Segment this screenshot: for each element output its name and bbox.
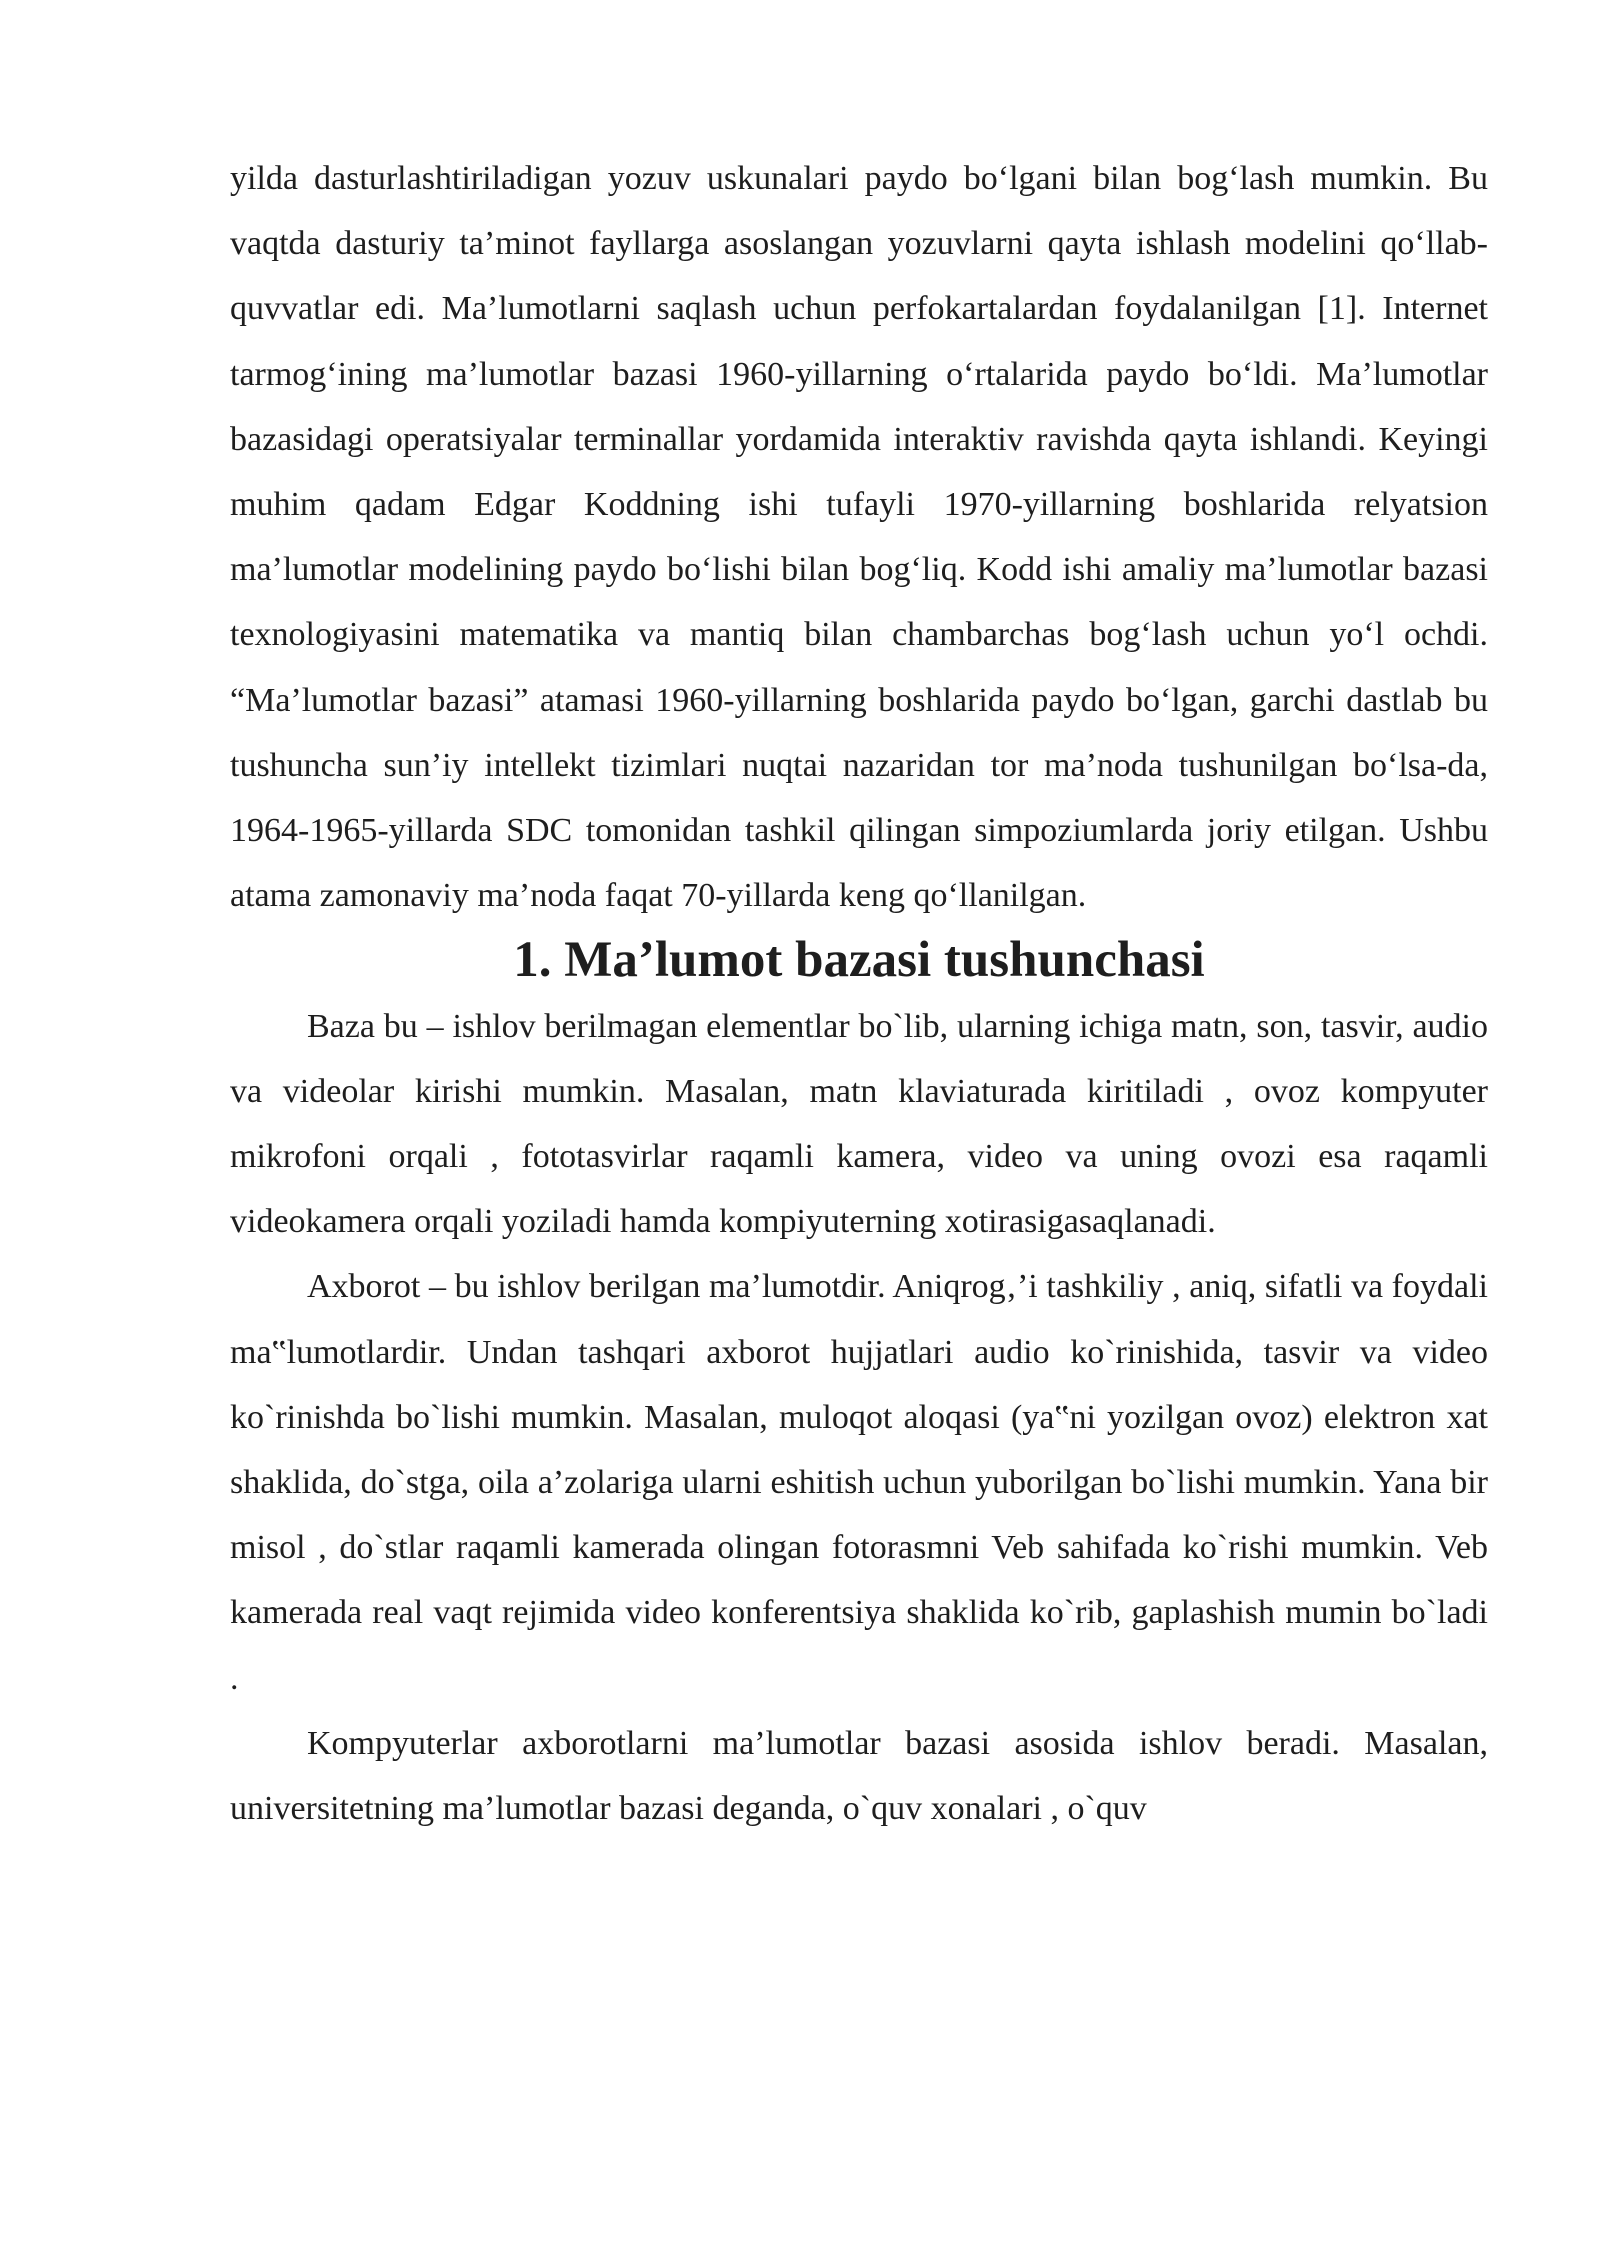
paragraph-baza-definition: Baza bu – ishlov berilmagan elementlar bo`lib, ularning ichiga matn, son, tasvir, audio va videolar kirishi mumkin. Masalan, matn klaviaturada kiritiladi , ovoz kompyuter mikrofoni orqali , fototasvirlar raqamli kamera, video va uning ovozi esa raqamli videokamera orqali yoziladi hamda kompiyuterning xotirasigasaqlanadi. [230,1007,1488,1241]
paragraph-computers-database: Kompyuterlar axborotlarni ma’lumotlar bazasi asosida ishlov beradi. Masalan, universitetning ma’lumotlar bazasi deganda, o`quv xonalari , o`quv [230,1724,1488,1828]
paragraph-database-history: yilda dasturlashtiriladigan yozuv uskunalari paydo bo‘lgani bilan bog‘lash mumkin. Bu vaqtda dasturiy ta’minot fayllarga asoslangan yozuvlarni qayta ishlash modelini qo‘llab-quvvatlar edi. Ma’lumotlarni saqlash uchun perfokartalardan foydalanilgan [1]. Internet tarmog‘ining ma’lumotlar bazasi 1960-yillarning o‘rtalarida paydo bo‘ldi. Ma’lumotlar bazasidagi operatsiyalar terminallar yordamida interaktiv ravishda qayta ishlandi. Keyingi muhim qadam Edgar Koddning ishi tufayli 1970-yillarning boshlarida relyatsion ma’lumotlar modelining paydo bo‘lishi bilan bog‘liq. Kodd ishi amaliy ma’lumotlar bazasi texnologiyasini matematika va mantiq bilan chambarchas bog‘lash uchun yo‘l ochdi. “Ma’lumotlar bazasi” atamasi 1960-yillarning boshlarida paydo bo‘lgan, garchi dastlab bu tushuncha sun’iy intellekt tizimlari nuqtai nazaridan tor ma’noda tushunilgan bo‘lsa-da, 1964-1965-yillarda SDC tomonidan tashkil qilingan simpoziumlarda joriy etilgan. Ushbu atama zamonaviy ma’noda faqat 70-yillarda keng qo‘llanilgan. [230,160,1488,915]
document-page [230,146,1488,1841]
section-heading: 1. Ma’lumot bazasi tushunchasi [513,932,1205,989]
paragraph-axborot-definition: Axborot – bu ishlov berilgan ma’lumotdir. Aniqrog‚’i tashkiliy , aniq, sifatli va foydali ma‟lumotlardir. Undan tashqari axborot hujjatlari audio ko`rinishida, tasvir va video ko`rinishda bo`lishi mumkin. Masalan, muloqot aloqasi (ya‟ni yozilgan ovoz) elektron xat shaklida, do`stga, oila a’zolariga ularni eshitish uchun yuborilgan bo`lishi mumkin. Yana bir misol , do`stlar raqamli kamerada olingan fotorasmni Veb sahifada ko`rishi mumkin. Veb kamerada real vaqt rejimida video konferentsiya shaklida ko`rib, gaplashish mumin bo`ladi . [230,1268,1488,1697]
